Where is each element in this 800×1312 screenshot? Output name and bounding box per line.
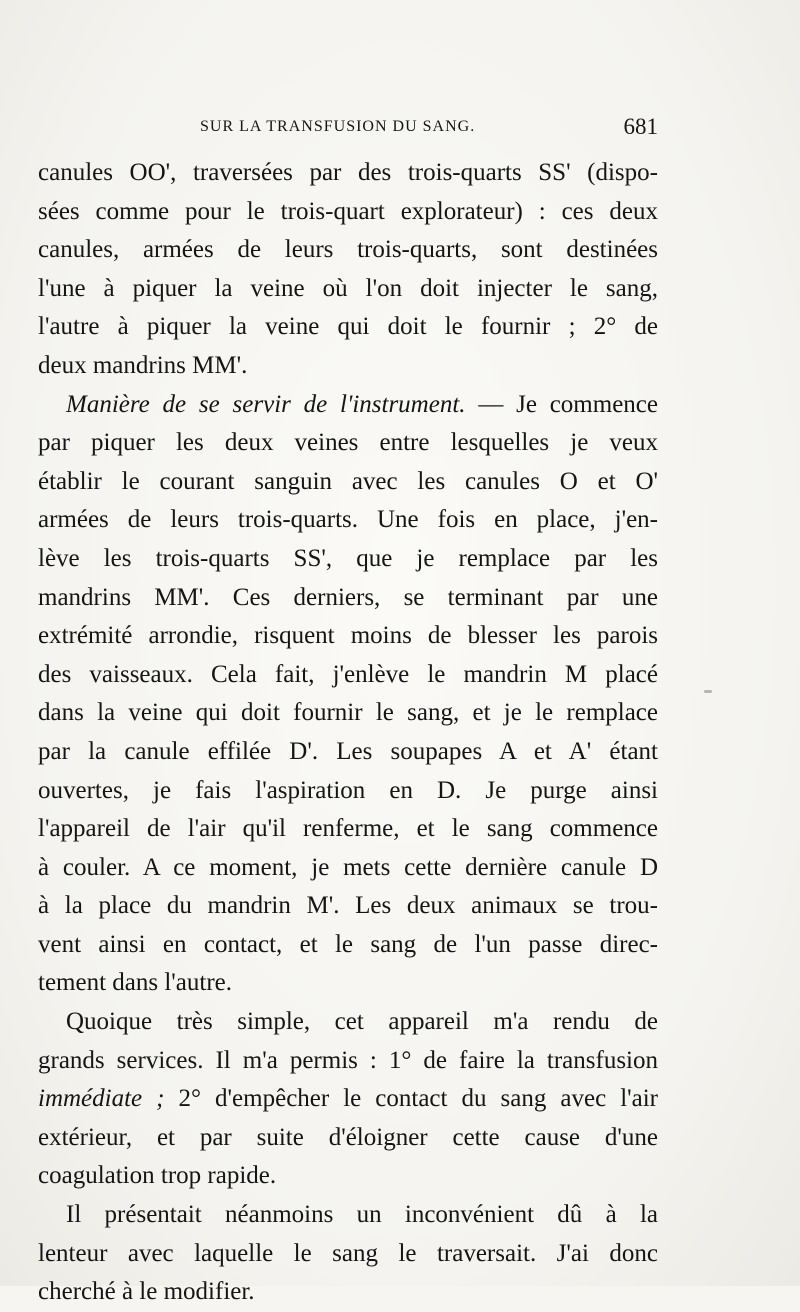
italic-phrase: Manière de se servir de l'instrument. xyxy=(66,390,466,418)
line-text: 2° d'empêcher le contact du sang avec l'air xyxy=(164,1085,658,1113)
line-text: sées comme pour le trois-quart explorateur) : ces deux xyxy=(38,197,658,225)
text-line xyxy=(38,964,658,1003)
text-line xyxy=(38,926,658,965)
italic-phrase: immédiate ; xyxy=(38,1085,165,1113)
text-line xyxy=(38,193,658,232)
text-line xyxy=(38,1196,658,1235)
text-line xyxy=(38,887,658,926)
running-head xyxy=(38,112,658,148)
line-text: établir le courant sanguin avec les canules O et O' xyxy=(38,467,658,495)
text-line xyxy=(38,270,658,309)
text-line xyxy=(38,694,658,733)
text-line xyxy=(38,540,658,579)
line-text: à la place du mandrin M'. Les deux animaux se trou- xyxy=(38,892,658,920)
line-text: ouvertes, je fais l'aspiration en D. Je purge ainsi xyxy=(38,776,658,804)
text-line xyxy=(38,231,658,270)
line-text: cherché à le modifier. xyxy=(38,1278,255,1306)
text-line xyxy=(38,579,658,618)
line-text: l'autre à piquer la veine qui doit le fournir ; 2° de xyxy=(38,313,658,341)
text-line xyxy=(38,772,658,811)
line-text: extrémité arrondie, risquent moins de blesser les parois xyxy=(38,622,658,650)
line-text: Quoique très simple, cet appareil m'a rendu de xyxy=(66,1008,658,1036)
text-line xyxy=(38,1119,658,1158)
text-line xyxy=(38,617,658,656)
line-text: lenteur avec laquelle le sang le traversait. J'ai donc xyxy=(38,1239,658,1267)
line-text: grands services. Il m'a permis : 1° de faire la transfusion xyxy=(38,1046,658,1074)
text-line xyxy=(38,733,658,772)
line-text: deux mandrins MM'. xyxy=(38,351,248,379)
line-text: par la canule effilée D'. Les soupapes A et A' étant xyxy=(38,737,658,765)
text-line xyxy=(38,656,658,695)
line-text: par piquer les deux veines entre lesquelles je veux xyxy=(38,429,658,457)
text-line xyxy=(38,1235,658,1274)
text-line xyxy=(38,1042,658,1081)
line-text: à couler. A ce moment, je mets cette dernière canule D xyxy=(38,853,658,881)
text-line xyxy=(38,463,658,502)
text-line xyxy=(38,1273,658,1312)
text-line xyxy=(38,810,658,849)
text-line xyxy=(38,386,658,425)
line-text: dans la veine qui doit fournir le sang, et je le remplace xyxy=(38,699,658,727)
text-line xyxy=(38,501,658,540)
line-text: des vaisseaux. Cela fait, j'enlève le mandrin M placé xyxy=(38,660,658,688)
text-line xyxy=(38,347,658,386)
text-line xyxy=(38,1003,658,1042)
page-number: 681 xyxy=(623,114,658,139)
line-text: canules, armées de leurs trois-quarts, sont destinées xyxy=(38,236,658,264)
text-line xyxy=(38,308,658,347)
running-title: SUR LA TRANSFUSION DU SANG. xyxy=(200,118,476,135)
line-text: coagulation trop rapide. xyxy=(38,1162,277,1190)
line-text: tement dans l'autre. xyxy=(38,969,233,997)
print-speck xyxy=(704,690,712,693)
text-line xyxy=(38,154,658,193)
body-text xyxy=(38,154,658,1312)
line-text: Il présentait néanmoins un inconvénient dû à la xyxy=(66,1201,658,1229)
line-text: l'appareil de l'air qu'il renferme, et le sang commence xyxy=(38,815,658,843)
text-line xyxy=(38,424,658,463)
line-text: — Je commence xyxy=(465,390,658,418)
line-text: vent ainsi en contact, et le sang de l'un passe direc- xyxy=(38,930,658,958)
text-line xyxy=(38,1157,658,1196)
line-text: lève les trois-quarts SS', que je remplace par les xyxy=(38,544,658,572)
line-text: armées de leurs trois-quarts. Une fois en place, j'en- xyxy=(38,506,658,534)
line-text: l'une à piquer la veine où l'on doit injecter le sang, xyxy=(38,274,658,302)
text-line xyxy=(38,849,658,888)
line-text: mandrins MM'. Ces derniers, se terminant par une xyxy=(38,583,658,611)
line-text: extérieur, et par suite d'éloigner cette cause d'une xyxy=(38,1123,658,1151)
line-text: canules OO', traversées par des trois-quarts SS' (dispo- xyxy=(38,159,658,186)
text-line xyxy=(38,1080,658,1119)
